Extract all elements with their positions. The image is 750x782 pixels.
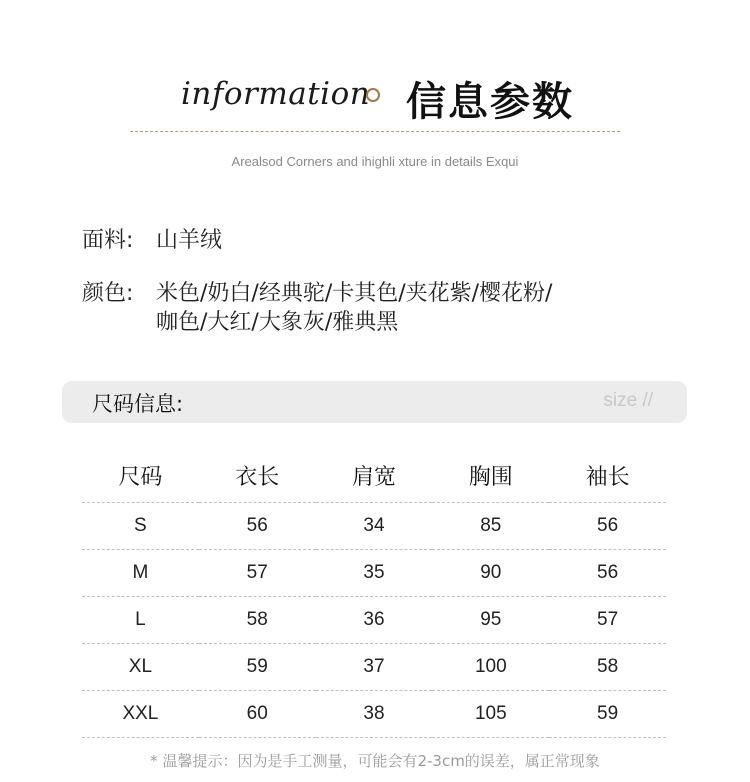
table-cell: 35 [316, 550, 433, 597]
table-cell: 34 [316, 503, 433, 550]
table-cell: 100 [432, 644, 549, 691]
header-sleeve: 袖长 [549, 448, 666, 503]
header-chest: 胸围 [432, 448, 549, 503]
color-value-line2: 咖色/大红/大象灰/雅典黑 [156, 310, 399, 335]
material-label: 面料: [82, 228, 134, 253]
table-cell: 59 [199, 644, 316, 691]
table-cell: 38 [316, 691, 433, 738]
table-cell: XXL [82, 691, 199, 738]
header-shoulder: 肩宽 [316, 448, 433, 503]
material-row [82, 226, 222, 256]
material-value: 山羊绒 [156, 228, 223, 253]
size-section-bar [62, 381, 687, 423]
table-cell: S [82, 503, 199, 550]
color-label: 颜色: [82, 281, 134, 306]
size-table-header [82, 448, 666, 503]
table-row [82, 644, 666, 691]
table-cell: 36 [316, 597, 433, 644]
header-size: 尺码 [82, 448, 199, 503]
table-cell: 56 [549, 503, 666, 550]
title-chinese: 信息参数 [406, 79, 574, 125]
table-cell: XL [82, 644, 199, 691]
page-header [0, 62, 750, 132]
table-cell: 60 [199, 691, 316, 738]
table-row [82, 550, 666, 597]
table-cell: 59 [549, 691, 666, 738]
footnote: * 温馨提示：因为是手工测量，可能会有2-3cm的误差，属正常现象 [150, 752, 600, 770]
table-row [82, 597, 666, 644]
color-row [82, 279, 552, 309]
color-value-line1: 米色/奶白/经典驼/卡其色/夹花紫/樱花粉/ [156, 281, 553, 306]
table-cell: 58 [199, 597, 316, 644]
table-row [82, 691, 666, 738]
table-cell: 37 [316, 644, 433, 691]
table-cell: 57 [549, 597, 666, 644]
header-length: 衣长 [199, 448, 316, 503]
table-cell: 85 [432, 503, 549, 550]
title-english: information [181, 76, 371, 112]
table-cell: L [82, 597, 199, 644]
size-section-label: 尺码信息: [92, 392, 184, 416]
table-cell: 56 [549, 550, 666, 597]
table-row [82, 503, 666, 550]
table-cell: 58 [549, 644, 666, 691]
table-cell: 57 [199, 550, 316, 597]
table-cell: 105 [432, 691, 549, 738]
table-cell: 56 [199, 503, 316, 550]
header-subtitle: Arealsod Corners and ihighli xture in details Exqui [231, 154, 519, 169]
table-cell: 95 [432, 597, 549, 644]
size-section-tag: size // [603, 390, 653, 411]
circle-dot-icon [366, 88, 380, 102]
header-divider [130, 131, 620, 132]
size-table [82, 448, 666, 738]
table-cell: 90 [432, 550, 549, 597]
table-cell: M [82, 550, 199, 597]
